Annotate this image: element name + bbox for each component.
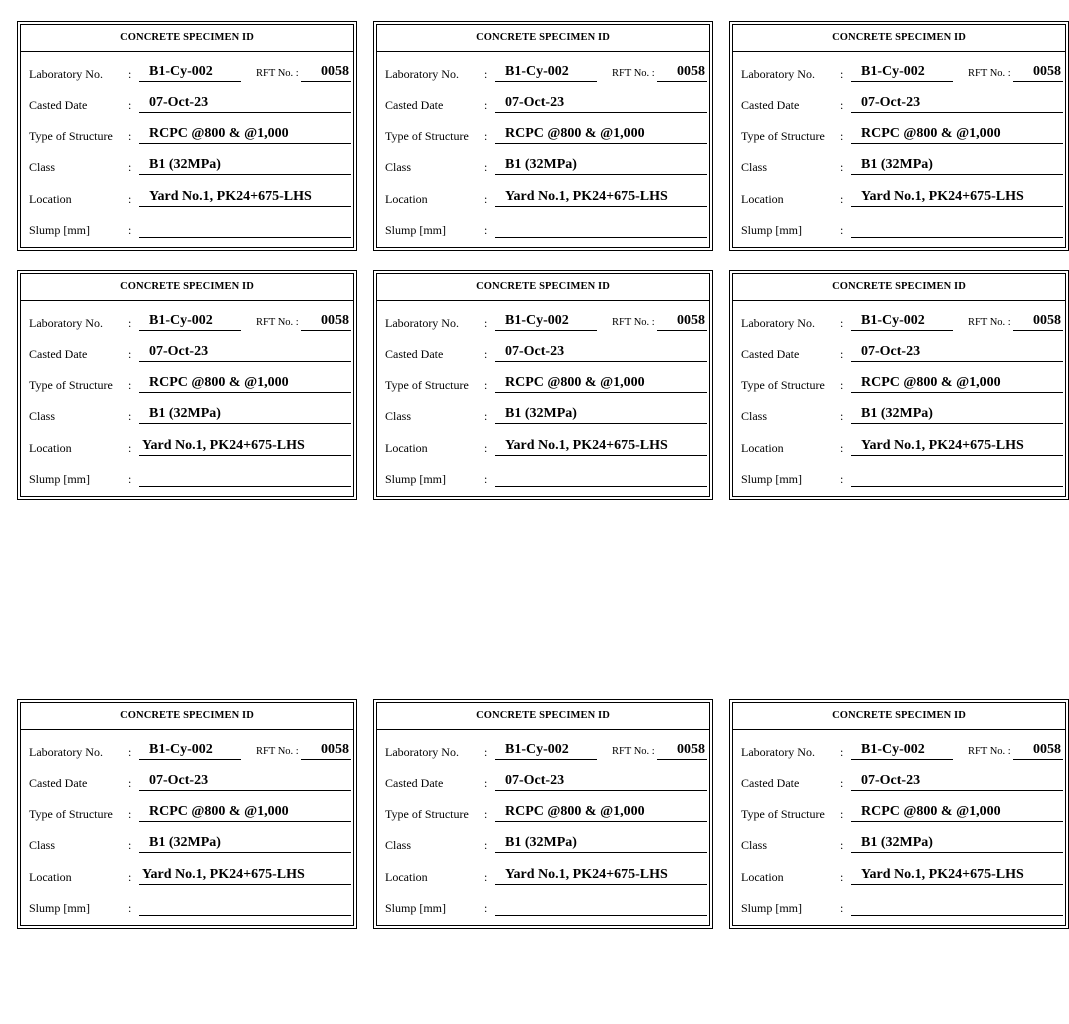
- laboratory-no-label: Laboratory No.: [741, 316, 815, 330]
- casted-date-value: 07-Oct-23: [139, 343, 351, 362]
- casted-date-row: [21, 343, 353, 365]
- type-of-structure-value: RCPC @800 & @1,000: [495, 374, 707, 393]
- slump-label: Slump [mm]: [385, 901, 447, 915]
- class-value: B1 (32MPa): [851, 156, 1063, 175]
- type-of-structure-label: Type of Structure: [385, 129, 469, 143]
- laboratory-no-row: [377, 312, 709, 334]
- type-of-structure-label: Type of Structure: [385, 807, 469, 821]
- slump-value: [495, 219, 707, 238]
- specimen-card: [373, 699, 713, 929]
- card-title: CONCRETE SPECIMEN ID: [21, 703, 353, 730]
- slump-row: [377, 219, 709, 241]
- slump-row: [733, 468, 1065, 490]
- laboratory-no-label: Laboratory No.: [385, 67, 459, 81]
- colon: :: [840, 776, 844, 790]
- class-label: Class: [741, 409, 768, 423]
- colon: :: [484, 776, 488, 790]
- colon: :: [840, 807, 844, 821]
- casted-date-row: [21, 772, 353, 794]
- casted-date-value: 07-Oct-23: [851, 772, 1063, 791]
- casted-date-value: 07-Oct-23: [495, 343, 707, 362]
- location-value: Yard No.1, PK24+675-LHS: [851, 188, 1063, 207]
- class-value: B1 (32MPa): [495, 405, 707, 424]
- colon: :: [840, 160, 844, 174]
- slump-label: Slump [mm]: [29, 901, 91, 915]
- laboratory-no-value: B1-Cy-002: [495, 741, 597, 760]
- slump-label: Slump [mm]: [741, 223, 803, 237]
- type-of-structure-row: [377, 374, 709, 396]
- casted-date-label: Casted Date: [385, 776, 444, 790]
- location-row: [21, 188, 353, 210]
- casted-date-label: Casted Date: [385, 347, 444, 361]
- colon: :: [840, 745, 844, 759]
- location-row: [21, 437, 353, 459]
- colon: :: [840, 67, 844, 81]
- casted-date-value: 07-Oct-23: [495, 772, 707, 791]
- colon: :: [128, 67, 132, 81]
- slump-row: [21, 897, 353, 919]
- type-of-structure-label: Type of Structure: [741, 807, 825, 821]
- location-row: [733, 437, 1065, 459]
- type-of-structure-row: [21, 125, 353, 147]
- laboratory-no-label: Laboratory No.: [741, 67, 815, 81]
- type-of-structure-value: RCPC @800 & @1,000: [851, 125, 1063, 144]
- casted-date-row: [377, 343, 709, 365]
- class-value: B1 (32MPa): [495, 156, 707, 175]
- rft-no-label: RFT No. :: [612, 746, 655, 757]
- type-of-structure-label: Type of Structure: [29, 129, 113, 143]
- type-of-structure-label: Type of Structure: [29, 378, 113, 392]
- type-of-structure-label: Type of Structure: [385, 378, 469, 392]
- laboratory-no-value: B1-Cy-002: [139, 741, 241, 760]
- colon: :: [484, 347, 488, 361]
- laboratory-no-value: B1-Cy-002: [851, 312, 953, 331]
- colon: :: [484, 838, 488, 852]
- colon: :: [128, 98, 132, 112]
- class-value: B1 (32MPa): [139, 405, 351, 424]
- specimen-card: [729, 699, 1069, 929]
- casted-date-row: [733, 94, 1065, 116]
- location-label: Location: [385, 441, 428, 455]
- type-of-structure-label: Type of Structure: [741, 378, 825, 392]
- rft-no-value: 0058: [301, 312, 351, 331]
- type-of-structure-value: RCPC @800 & @1,000: [495, 125, 707, 144]
- type-of-structure-value: RCPC @800 & @1,000: [851, 374, 1063, 393]
- casted-date-value: 07-Oct-23: [139, 94, 351, 113]
- laboratory-no-value: B1-Cy-002: [139, 63, 241, 82]
- card-title: CONCRETE SPECIMEN ID: [21, 274, 353, 301]
- laboratory-no-value: B1-Cy-002: [495, 312, 597, 331]
- type-of-structure-label: Type of Structure: [29, 807, 113, 821]
- type-of-structure-row: [733, 374, 1065, 396]
- laboratory-no-row: [21, 63, 353, 85]
- class-value: B1 (32MPa): [139, 156, 351, 175]
- location-label: Location: [741, 192, 784, 206]
- colon: :: [484, 472, 488, 486]
- colon: :: [128, 745, 132, 759]
- class-value: B1 (32MPa): [851, 834, 1063, 853]
- card-title: CONCRETE SPECIMEN ID: [733, 703, 1065, 730]
- laboratory-no-value: B1-Cy-002: [495, 63, 597, 82]
- specimen-card: [373, 270, 713, 500]
- laboratory-no-row: [21, 312, 353, 334]
- card-title: CONCRETE SPECIMEN ID: [377, 274, 709, 301]
- colon: :: [840, 192, 844, 206]
- type-of-structure-value: RCPC @800 & @1,000: [851, 803, 1063, 822]
- rft-no-label: RFT No. :: [256, 68, 299, 79]
- casted-date-value: 07-Oct-23: [851, 94, 1063, 113]
- colon: :: [128, 316, 132, 330]
- class-row: [21, 834, 353, 856]
- colon: :: [484, 67, 488, 81]
- colon: :: [840, 409, 844, 423]
- rft-no-value: 0058: [301, 63, 351, 82]
- location-row: [377, 188, 709, 210]
- rft-no-value: 0058: [657, 312, 707, 331]
- slump-row: [21, 468, 353, 490]
- location-value: Yard No.1, PK24+675-LHS: [495, 866, 707, 885]
- slump-label: Slump [mm]: [741, 472, 803, 486]
- casted-date-label: Casted Date: [29, 98, 88, 112]
- casted-date-row: [377, 772, 709, 794]
- class-value: B1 (32MPa): [139, 834, 351, 853]
- colon: :: [128, 807, 132, 821]
- type-of-structure-row: [377, 125, 709, 147]
- casted-date-label: Casted Date: [29, 776, 88, 790]
- specimen-card: [17, 270, 357, 500]
- colon: :: [840, 223, 844, 237]
- slump-label: Slump [mm]: [385, 223, 447, 237]
- card-title: CONCRETE SPECIMEN ID: [377, 703, 709, 730]
- card-inner-frame: [732, 24, 1066, 248]
- specimen-card: [373, 21, 713, 251]
- colon: :: [840, 378, 844, 392]
- casted-date-label: Casted Date: [385, 98, 444, 112]
- laboratory-no-value: B1-Cy-002: [851, 63, 953, 82]
- location-label: Location: [29, 192, 72, 206]
- card-inner-frame: [20, 702, 354, 926]
- colon: :: [840, 347, 844, 361]
- rft-no-value: 0058: [301, 741, 351, 760]
- type-of-structure-row: [21, 374, 353, 396]
- location-label: Location: [29, 441, 72, 455]
- location-value: Yard No.1, PK24+675-LHS: [139, 866, 351, 885]
- colon: :: [484, 870, 488, 884]
- specimen-card: [17, 699, 357, 929]
- slump-value: [851, 219, 1063, 238]
- casted-date-value: 07-Oct-23: [139, 772, 351, 791]
- class-label: Class: [385, 409, 412, 423]
- casted-date-label: Casted Date: [741, 776, 800, 790]
- slump-value: [851, 468, 1063, 487]
- location-value: Yard No.1, PK24+675-LHS: [495, 188, 707, 207]
- card-title: CONCRETE SPECIMEN ID: [377, 25, 709, 52]
- colon: :: [484, 807, 488, 821]
- colon: :: [484, 378, 488, 392]
- casted-date-row: [733, 772, 1065, 794]
- slump-label: Slump [mm]: [741, 901, 803, 915]
- slump-value: [139, 219, 351, 238]
- colon: :: [484, 316, 488, 330]
- card-inner-frame: [376, 273, 710, 497]
- location-row: [377, 437, 709, 459]
- location-value: Yard No.1, PK24+675-LHS: [851, 437, 1063, 456]
- class-row: [377, 834, 709, 856]
- colon: :: [484, 192, 488, 206]
- class-row: [733, 156, 1065, 178]
- type-of-structure-row: [21, 803, 353, 825]
- type-of-structure-row: [733, 125, 1065, 147]
- card-inner-frame: [376, 702, 710, 926]
- card-inner-frame: [20, 24, 354, 248]
- location-row: [377, 866, 709, 888]
- class-row: [377, 405, 709, 427]
- colon: :: [128, 441, 132, 455]
- colon: :: [128, 160, 132, 174]
- colon: :: [840, 870, 844, 884]
- location-value: Yard No.1, PK24+675-LHS: [495, 437, 707, 456]
- colon: :: [840, 901, 844, 915]
- laboratory-no-label: Laboratory No.: [385, 745, 459, 759]
- colon: :: [484, 745, 488, 759]
- rft-no-value: 0058: [1013, 63, 1063, 82]
- colon: :: [484, 160, 488, 174]
- colon: :: [484, 223, 488, 237]
- casted-date-value: 07-Oct-23: [495, 94, 707, 113]
- laboratory-no-label: Laboratory No.: [29, 316, 103, 330]
- casted-date-value: 07-Oct-23: [851, 343, 1063, 362]
- colon: :: [128, 409, 132, 423]
- class-row: [21, 405, 353, 427]
- slump-value: [139, 468, 351, 487]
- laboratory-no-label: Laboratory No.: [29, 745, 103, 759]
- type-of-structure-value: RCPC @800 & @1,000: [139, 374, 351, 393]
- location-row: [21, 866, 353, 888]
- colon: :: [840, 838, 844, 852]
- class-row: [21, 156, 353, 178]
- slump-row: [21, 219, 353, 241]
- colon: :: [128, 223, 132, 237]
- slump-row: [733, 897, 1065, 919]
- card-title: CONCRETE SPECIMEN ID: [733, 25, 1065, 52]
- class-label: Class: [29, 409, 56, 423]
- type-of-structure-label: Type of Structure: [741, 129, 825, 143]
- location-label: Location: [741, 441, 784, 455]
- laboratory-no-row: [733, 312, 1065, 334]
- colon: :: [128, 838, 132, 852]
- location-value: Yard No.1, PK24+675-LHS: [139, 188, 351, 207]
- specimen-card: [17, 21, 357, 251]
- type-of-structure-row: [377, 803, 709, 825]
- casted-date-label: Casted Date: [29, 347, 88, 361]
- rft-no-label: RFT No. :: [256, 746, 299, 757]
- casted-date-label: Casted Date: [741, 347, 800, 361]
- class-label: Class: [29, 838, 56, 852]
- laboratory-no-value: B1-Cy-002: [851, 741, 953, 760]
- colon: :: [128, 776, 132, 790]
- card-title: CONCRETE SPECIMEN ID: [21, 25, 353, 52]
- rft-no-label: RFT No. :: [968, 317, 1011, 328]
- laboratory-no-row: [733, 63, 1065, 85]
- type-of-structure-value: RCPC @800 & @1,000: [139, 125, 351, 144]
- location-label: Location: [741, 870, 784, 884]
- slump-row: [377, 468, 709, 490]
- colon: :: [484, 129, 488, 143]
- colon: :: [484, 441, 488, 455]
- class-value: B1 (32MPa): [851, 405, 1063, 424]
- rft-no-label: RFT No. :: [612, 317, 655, 328]
- laboratory-no-row: [21, 741, 353, 763]
- casted-date-row: [733, 343, 1065, 365]
- rft-no-value: 0058: [657, 741, 707, 760]
- colon: :: [128, 129, 132, 143]
- location-value: Yard No.1, PK24+675-LHS: [851, 866, 1063, 885]
- laboratory-no-label: Laboratory No.: [741, 745, 815, 759]
- class-label: Class: [741, 838, 768, 852]
- colon: :: [128, 901, 132, 915]
- colon: :: [840, 441, 844, 455]
- rft-no-value: 0058: [657, 63, 707, 82]
- location-value: Yard No.1, PK24+675-LHS: [139, 437, 351, 456]
- location-row: [733, 188, 1065, 210]
- slump-label: Slump [mm]: [29, 472, 91, 486]
- colon: :: [128, 192, 132, 206]
- type-of-structure-row: [733, 803, 1065, 825]
- laboratory-no-row: [377, 63, 709, 85]
- location-row: [733, 866, 1065, 888]
- casted-date-row: [377, 94, 709, 116]
- card-inner-frame: [20, 273, 354, 497]
- colon: :: [484, 409, 488, 423]
- colon: :: [128, 472, 132, 486]
- class-row: [377, 156, 709, 178]
- laboratory-no-label: Laboratory No.: [385, 316, 459, 330]
- laboratory-no-label: Laboratory No.: [29, 67, 103, 81]
- location-label: Location: [385, 192, 428, 206]
- slump-value: [495, 897, 707, 916]
- specimen-card: [729, 21, 1069, 251]
- class-label: Class: [741, 160, 768, 174]
- rft-no-value: 0058: [1013, 312, 1063, 331]
- laboratory-no-value: B1-Cy-002: [139, 312, 241, 331]
- rft-no-value: 0058: [1013, 741, 1063, 760]
- colon: :: [840, 98, 844, 112]
- laboratory-no-row: [733, 741, 1065, 763]
- colon: :: [128, 378, 132, 392]
- slump-row: [377, 897, 709, 919]
- colon: :: [840, 472, 844, 486]
- slump-label: Slump [mm]: [29, 223, 91, 237]
- location-label: Location: [385, 870, 428, 884]
- card-inner-frame: [732, 702, 1066, 926]
- type-of-structure-value: RCPC @800 & @1,000: [139, 803, 351, 822]
- rft-no-label: RFT No. :: [256, 317, 299, 328]
- rft-no-label: RFT No. :: [968, 746, 1011, 757]
- slump-value: [139, 897, 351, 916]
- colon: :: [128, 347, 132, 361]
- class-label: Class: [385, 160, 412, 174]
- colon: :: [840, 316, 844, 330]
- colon: :: [128, 870, 132, 884]
- class-label: Class: [385, 838, 412, 852]
- rft-no-label: RFT No. :: [612, 68, 655, 79]
- card-title: CONCRETE SPECIMEN ID: [733, 274, 1065, 301]
- card-inner-frame: [732, 273, 1066, 497]
- slump-label: Slump [mm]: [385, 472, 447, 486]
- laboratory-no-row: [377, 741, 709, 763]
- slump-value: [851, 897, 1063, 916]
- colon: :: [484, 98, 488, 112]
- location-label: Location: [29, 870, 72, 884]
- slump-value: [495, 468, 707, 487]
- class-label: Class: [29, 160, 56, 174]
- type-of-structure-value: RCPC @800 & @1,000: [495, 803, 707, 822]
- card-inner-frame: [376, 24, 710, 248]
- specimen-card: [729, 270, 1069, 500]
- colon: :: [484, 901, 488, 915]
- slump-row: [733, 219, 1065, 241]
- casted-date-label: Casted Date: [741, 98, 800, 112]
- rft-no-label: RFT No. :: [968, 68, 1011, 79]
- colon: :: [840, 129, 844, 143]
- casted-date-row: [21, 94, 353, 116]
- class-row: [733, 834, 1065, 856]
- class-value: B1 (32MPa): [495, 834, 707, 853]
- class-row: [733, 405, 1065, 427]
